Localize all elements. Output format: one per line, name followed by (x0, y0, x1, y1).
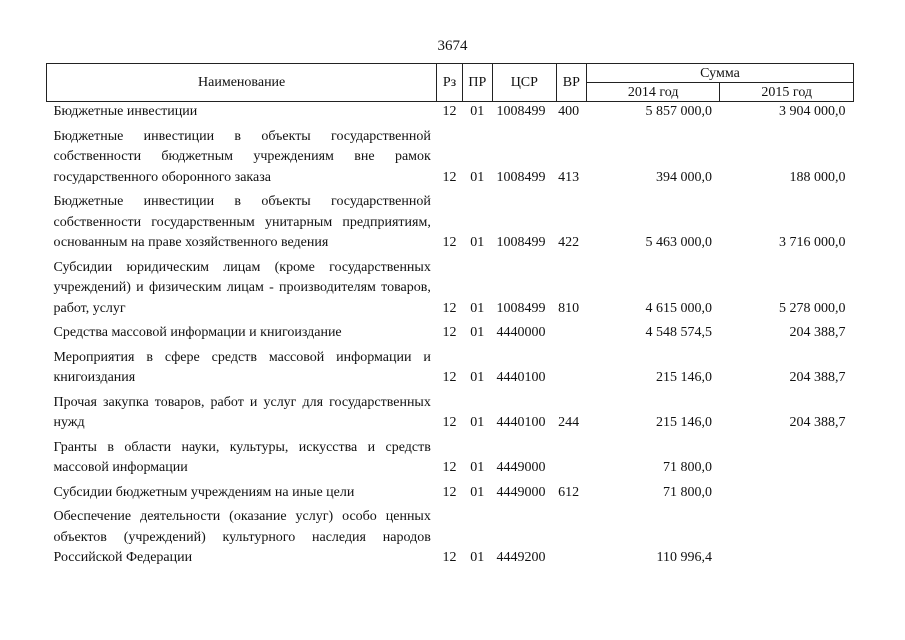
row-sum-2014: 5 857 000,0 (645, 104, 712, 119)
row-pr: 01 (470, 235, 485, 250)
row-pr: 01 (470, 550, 485, 565)
header-vr: ВР (556, 64, 586, 102)
table-row (47, 503, 854, 569)
row-name (47, 319, 437, 344)
row-name-text: Гранты в области науки, культуры, искусства и средств массовой информации (53, 439, 431, 475)
row-csr: 4440100 (496, 370, 546, 385)
budget-table (46, 63, 854, 569)
row-rz: 12 (442, 235, 457, 250)
table-row (47, 479, 854, 504)
row-sum-2014: 71 800,0 (662, 460, 712, 475)
row-vr (556, 319, 586, 344)
row-sum-2015 (720, 503, 854, 569)
row-name-text: Мероприятия в сфере средств массовой информации и книгоиздания (53, 349, 431, 385)
row-sum-2014: 4 615 000,0 (645, 300, 712, 316)
row-rz: 12 (442, 460, 457, 475)
row-name (47, 102, 437, 123)
row-name (47, 188, 437, 254)
row-sum-2015: 3 716 000,0 (779, 235, 846, 250)
row-csr: 4440000 (496, 325, 546, 340)
row-vr: 612 (558, 484, 580, 500)
row-pr: 01 (470, 484, 485, 500)
row-name-text: Субсидии бюджетным учреждениям на иные цели (53, 484, 355, 500)
row-sum-2014: 215 146,0 (655, 370, 712, 385)
row-csr: 4440100 (496, 415, 546, 430)
header-csr: ЦСР (492, 64, 556, 102)
row-pr: 01 (470, 325, 485, 340)
table-row (47, 344, 854, 389)
row-vr: 810 (558, 300, 580, 316)
row-sum-2014: 215 146,0 (655, 415, 712, 430)
row-pr: 01 (470, 300, 485, 316)
row-csr: 1008499 (496, 169, 546, 185)
row-vr: 422 (558, 235, 580, 250)
row-sum-2015: 3 904 000,0 (779, 104, 846, 119)
row-rz: 12 (442, 415, 457, 430)
header-name: Наименование (47, 64, 437, 102)
row-sum-2015 (720, 434, 854, 479)
table-row (47, 319, 854, 344)
row-rz: 12 (442, 325, 457, 340)
row-csr: 4449200 (496, 550, 546, 565)
header-pr: ПР (462, 64, 492, 102)
row-sum-2014: 5 463 000,0 (645, 235, 712, 250)
row-rz: 12 (442, 169, 457, 185)
table-row (47, 188, 854, 254)
row-name-text: Прочая закупка товаров, работ и услуг для государственных нужд (53, 394, 431, 430)
page-number: 3674 (437, 38, 468, 54)
row-sum-2015: 204 388,7 (789, 325, 846, 340)
row-name (47, 434, 437, 479)
row-rz: 12 (442, 550, 457, 565)
row-name-text: Бюджетные инвестиции в объекты государственной собственности государственным унитарным предприятиям, основанным на праве хозяйственного ведения (53, 194, 431, 250)
row-pr: 01 (470, 104, 485, 119)
header-year-2015: 2015 год (720, 83, 854, 102)
row-sum-2014: 110 996,4 (656, 550, 712, 565)
row-sum-2015: 204 388,7 (789, 370, 846, 385)
row-vr (556, 344, 586, 389)
row-sum-2015 (720, 479, 854, 504)
row-name-text: Средства массовой информации и книгоиздание (53, 325, 342, 340)
row-csr: 1008499 (496, 235, 546, 250)
row-csr: 1008499 (496, 300, 546, 316)
row-sum-2014: 394 000,0 (655, 169, 712, 185)
row-vr: 413 (558, 169, 580, 185)
row-name-text: Бюджетные инвестиции в объекты государственной собственности бюджетным учреждениям вне рамок государственного оборонного заказа (53, 128, 431, 185)
row-rz: 12 (442, 104, 457, 119)
row-vr (556, 434, 586, 479)
table-row (47, 434, 854, 479)
row-name (47, 344, 437, 389)
row-pr: 01 (470, 370, 485, 385)
row-rz: 12 (442, 300, 457, 316)
row-pr: 01 (470, 169, 485, 185)
table-row (47, 123, 854, 189)
row-csr: 4449000 (496, 484, 546, 500)
row-rz: 12 (442, 370, 457, 385)
row-vr: 244 (558, 415, 580, 430)
row-sum-2015: 204 388,7 (789, 415, 846, 430)
row-name (47, 123, 437, 189)
row-name (47, 389, 437, 434)
row-sum-2015: 5 278 000,0 (779, 300, 846, 316)
table-body (47, 102, 854, 569)
table-row (47, 389, 854, 434)
header-year-2014: 2014 год (586, 83, 719, 102)
row-name (47, 254, 437, 320)
row-sum-2014: 71 800,0 (662, 484, 712, 500)
row-sum-2014: 4 548 574,5 (645, 325, 712, 340)
row-vr: 400 (558, 104, 580, 119)
table-row (47, 254, 854, 320)
row-rz: 12 (442, 484, 457, 500)
row-name-text: Субсидии юридическим лицам (кроме государственных учреждений) и физическим лицам - производителям товаров, работ, услуг (53, 259, 431, 316)
row-sum-2015: 188 000,0 (789, 169, 846, 185)
row-vr (556, 503, 586, 569)
row-name-text: Обеспечение деятельности (оказание услуг) особо ценных объектов (учреждений) культурного наследия народов Российской Федерации (53, 509, 431, 565)
row-csr: 4449000 (496, 460, 546, 475)
header-sum: Сумма (586, 64, 853, 83)
row-csr: 1008499 (496, 104, 546, 119)
header-rz: Рз (437, 64, 462, 102)
row-name (47, 479, 437, 504)
row-name (47, 503, 437, 569)
row-pr: 01 (470, 415, 485, 430)
table-header (47, 64, 854, 102)
row-pr: 01 (470, 460, 485, 475)
row-name-text: Бюджетные инвестиции (53, 104, 198, 119)
table-row (47, 102, 854, 123)
